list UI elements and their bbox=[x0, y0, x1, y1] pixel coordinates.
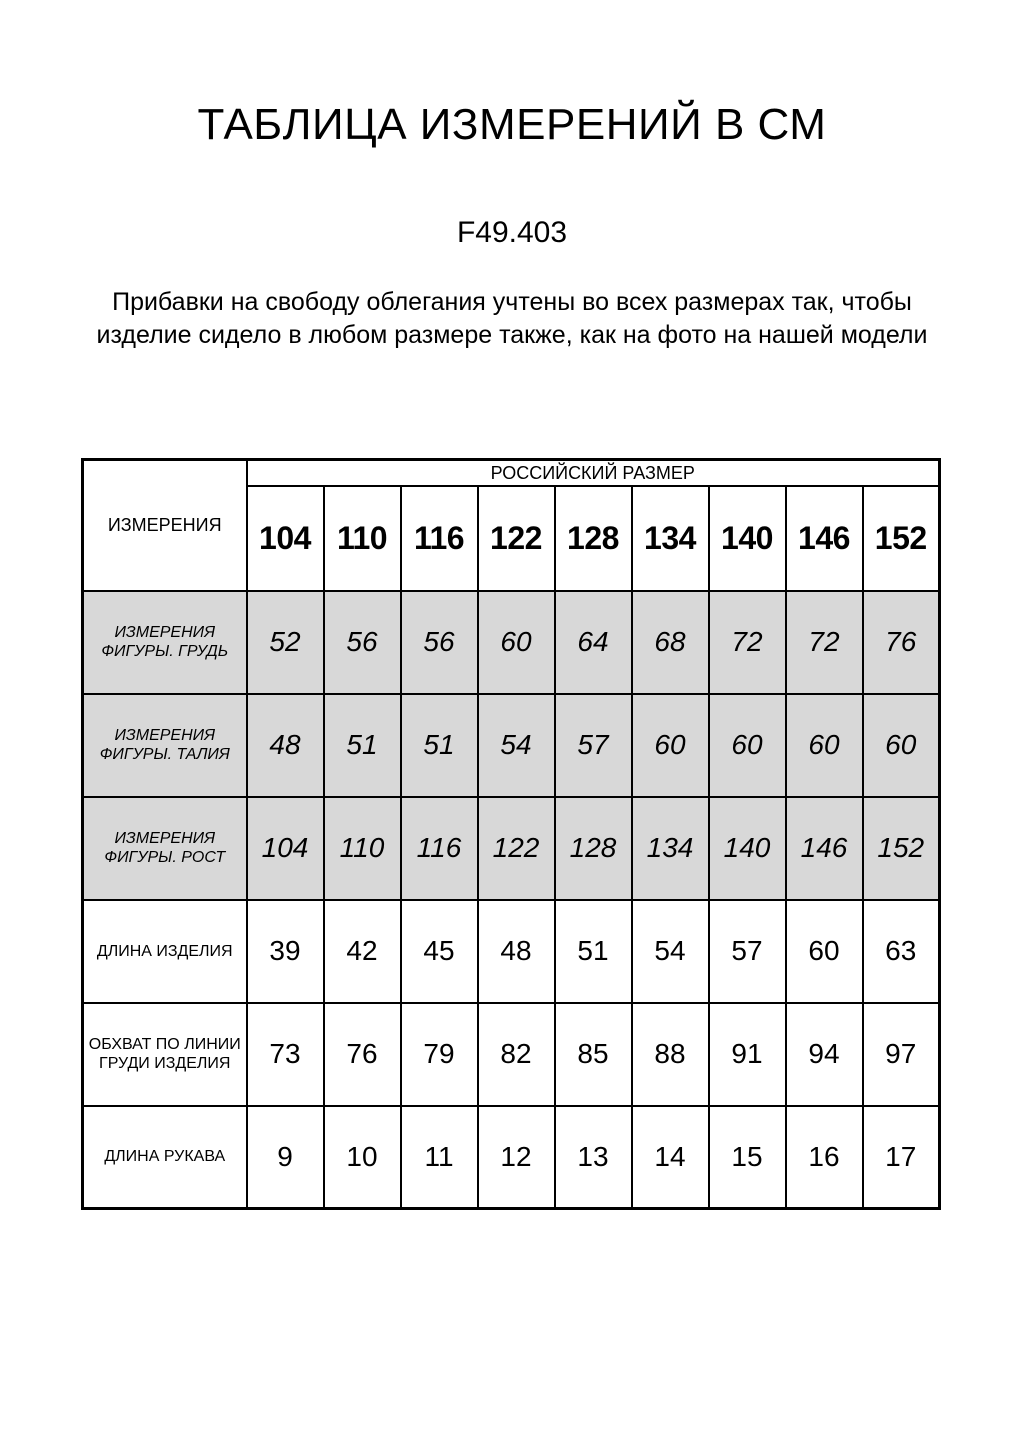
table-row bbox=[83, 900, 940, 1003]
table-body bbox=[83, 591, 940, 1209]
value-cell: 68 bbox=[632, 591, 709, 694]
value-cell: 94 bbox=[786, 1003, 863, 1106]
size-measurements-table bbox=[81, 458, 941, 1210]
table-row bbox=[83, 1003, 940, 1106]
size-column-header: 116 bbox=[401, 486, 478, 591]
value-cell: 60 bbox=[709, 694, 786, 797]
size-column-header: 122 bbox=[478, 486, 555, 591]
value-cell: 152 bbox=[863, 797, 940, 900]
value-cell: 104 bbox=[247, 797, 324, 900]
row-label: ИЗМЕРЕНИЯ ФИГУРЫ. ТАЛИЯ bbox=[83, 694, 247, 797]
table-row bbox=[83, 797, 940, 900]
value-cell: 54 bbox=[478, 694, 555, 797]
table-header-row-group bbox=[83, 460, 940, 486]
page-title: ТАБЛИЦА ИЗМЕРЕНИЙ В СМ bbox=[197, 100, 827, 149]
value-cell: 97 bbox=[863, 1003, 940, 1106]
value-cell: 45 bbox=[401, 900, 478, 1003]
value-cell: 13 bbox=[555, 1106, 632, 1209]
russian-size-group-header: РОССИЙСКИЙ РАЗМЕР bbox=[247, 460, 940, 486]
measurements-corner-header: ИЗМЕРЕНИЯ bbox=[83, 460, 247, 591]
value-cell: 54 bbox=[632, 900, 709, 1003]
value-cell: 60 bbox=[863, 694, 940, 797]
size-column-header: 110 bbox=[324, 486, 401, 591]
value-cell: 51 bbox=[401, 694, 478, 797]
size-column-header: 140 bbox=[709, 486, 786, 591]
value-cell: 11 bbox=[401, 1106, 478, 1209]
value-cell: 85 bbox=[555, 1003, 632, 1106]
value-cell: 122 bbox=[478, 797, 555, 900]
value-cell: 56 bbox=[324, 591, 401, 694]
value-cell: 14 bbox=[632, 1106, 709, 1209]
size-column-header: 134 bbox=[632, 486, 709, 591]
value-cell: 60 bbox=[786, 694, 863, 797]
value-cell: 72 bbox=[709, 591, 786, 694]
table-row bbox=[83, 1106, 940, 1209]
value-cell: 12 bbox=[478, 1106, 555, 1209]
value-cell: 60 bbox=[478, 591, 555, 694]
value-cell: 51 bbox=[555, 900, 632, 1003]
value-cell: 48 bbox=[478, 900, 555, 1003]
size-column-header: 128 bbox=[555, 486, 632, 591]
table-row bbox=[83, 694, 940, 797]
value-cell: 128 bbox=[555, 797, 632, 900]
value-cell: 10 bbox=[324, 1106, 401, 1209]
value-cell: 51 bbox=[324, 694, 401, 797]
value-cell: 134 bbox=[632, 797, 709, 900]
row-label: ОБХВАТ ПО ЛИНИИ ГРУДИ ИЗДЕЛИЯ bbox=[83, 1003, 247, 1106]
value-cell: 146 bbox=[786, 797, 863, 900]
row-label: ДЛИНА ИЗДЕЛИЯ bbox=[83, 900, 247, 1003]
value-cell: 48 bbox=[247, 694, 324, 797]
fit-note-text: Прибавки на свободу облегания учтены во всех размерах так, чтобы изделие сидело в любом размере также, как на фото на нашей модели bbox=[96, 288, 928, 349]
value-cell: 140 bbox=[709, 797, 786, 900]
value-cell: 17 bbox=[863, 1106, 940, 1209]
value-cell: 63 bbox=[863, 900, 940, 1003]
value-cell: 73 bbox=[247, 1003, 324, 1106]
value-cell: 42 bbox=[324, 900, 401, 1003]
value-cell: 57 bbox=[555, 694, 632, 797]
size-column-header: 152 bbox=[863, 486, 940, 591]
value-cell: 16 bbox=[786, 1106, 863, 1209]
size-column-header: 146 bbox=[786, 486, 863, 591]
value-cell: 56 bbox=[401, 591, 478, 694]
value-cell: 79 bbox=[401, 1003, 478, 1106]
value-cell: 60 bbox=[786, 900, 863, 1003]
value-cell: 76 bbox=[324, 1003, 401, 1106]
value-cell: 72 bbox=[786, 591, 863, 694]
value-cell: 39 bbox=[247, 900, 324, 1003]
value-cell: 110 bbox=[324, 797, 401, 900]
value-cell: 9 bbox=[247, 1106, 324, 1209]
row-label: ИЗМЕРЕНИЯ ФИГУРЫ. РОСТ bbox=[83, 797, 247, 900]
value-cell: 76 bbox=[863, 591, 940, 694]
value-cell: 52 bbox=[247, 591, 324, 694]
value-cell: 116 bbox=[401, 797, 478, 900]
table-row bbox=[83, 591, 940, 694]
value-cell: 57 bbox=[709, 900, 786, 1003]
row-label: ИЗМЕРЕНИЯ ФИГУРЫ. ГРУДЬ bbox=[83, 591, 247, 694]
value-cell: 15 bbox=[709, 1106, 786, 1209]
size-column-header: 104 bbox=[247, 486, 324, 591]
value-cell: 88 bbox=[632, 1003, 709, 1106]
row-label: ДЛИНА РУКАВА bbox=[83, 1106, 247, 1209]
value-cell: 91 bbox=[709, 1003, 786, 1106]
article-code: F49.403 bbox=[456, 216, 568, 249]
value-cell: 60 bbox=[632, 694, 709, 797]
value-cell: 82 bbox=[478, 1003, 555, 1106]
value-cell: 64 bbox=[555, 591, 632, 694]
